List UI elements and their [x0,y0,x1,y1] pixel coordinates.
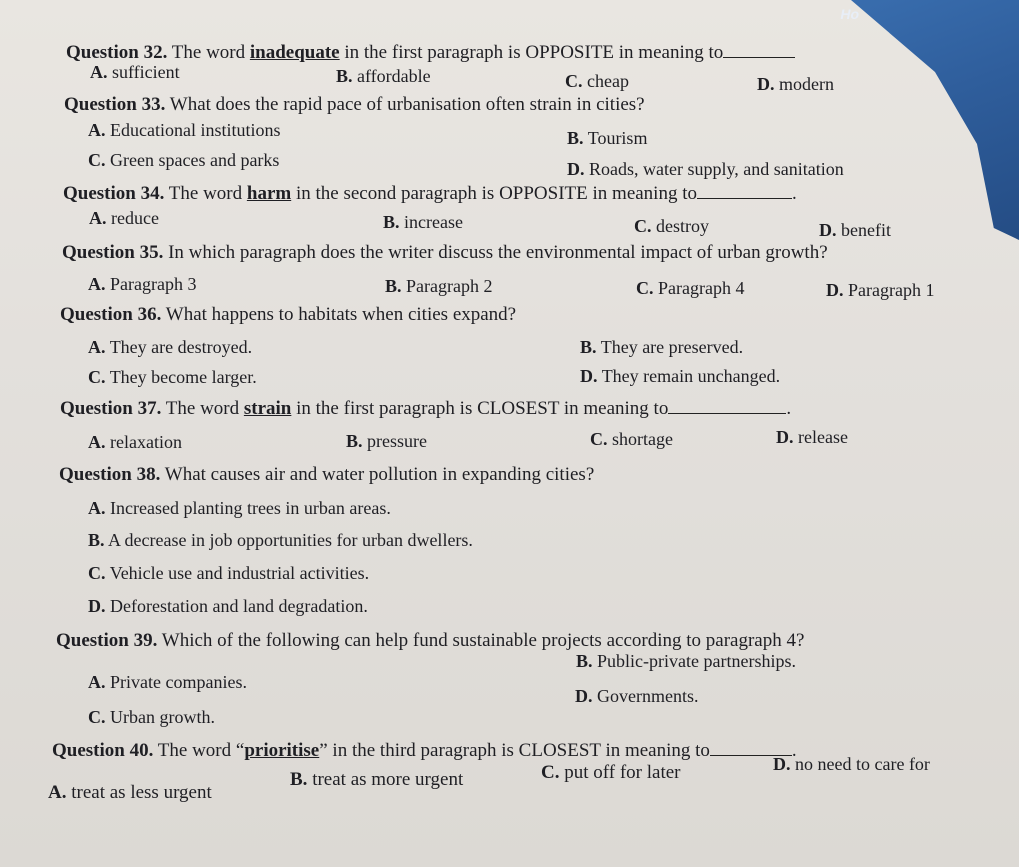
option-37-c[interactable]: C. shortage [590,429,673,449]
option-33-d[interactable]: D. Roads, water supply, and sanitation [567,159,844,179]
option-38-a[interactable]: A. Increased planting trees in urban areas. [88,498,391,518]
option-34-c[interactable]: C. destroy [634,216,709,236]
question-35: Question 35. In which paragraph does the writer discuss the environmental impact of urban growth? [62,242,828,263]
option-33-c[interactable]: C. Green spaces and parks [88,150,280,170]
question-39: Question 39. Which of the following can help fund sustainable projects according to paragraph 4? [56,630,805,651]
option-33-b[interactable]: B. Tourism [567,128,648,148]
option-32-d[interactable]: D. modern [757,74,834,94]
option-38-b[interactable]: B. A decrease in job opportunities for urban dwellers. [88,530,473,550]
option-35-c[interactable]: C. Paragraph 4 [636,278,745,298]
option-40-a[interactable]: A. treat as less urgent [48,782,212,803]
option-36-c[interactable]: C. They become larger. [88,367,257,387]
option-39-c[interactable]: C. Urban growth. [88,707,215,727]
option-32-a[interactable]: A. sufficient [90,62,180,82]
option-34-a[interactable]: A. reduce [89,208,159,228]
option-35-b[interactable]: B. Paragraph 2 [385,276,493,296]
option-39-b[interactable]: B. Public-private partnerships. [576,651,796,671]
option-40-c[interactable]: C. put off for later [541,762,681,783]
answer-blank[interactable] [668,413,786,414]
option-36-d[interactable]: D. They remain unchanged. [580,366,781,386]
option-35-d[interactable]: D. Paragraph 1 [826,280,935,300]
blue-cloth-corner [809,0,1019,240]
option-40-d[interactable]: D. no need to care for [773,754,930,774]
option-34-d[interactable]: D. benefit [819,220,891,240]
question-37: Question 37. The word strain in the first paragraph is CLOSEST in meaning to . [60,398,792,419]
option-37-a[interactable]: A. relaxation [88,432,182,452]
answer-blank[interactable] [723,57,795,58]
option-32-b[interactable]: B. affordable [336,66,431,86]
option-38-d[interactable]: D. Deforestation and land degradation. [88,596,368,616]
option-34-b[interactable]: B. increase [383,212,463,232]
question-40: Question 40. The word “prioritise” in the third paragraph is CLOSEST in meaning to . [52,740,797,761]
option-32-c[interactable]: C. cheap [565,71,629,91]
option-39-a[interactable]: A. Private companies. [88,672,247,692]
option-39-d[interactable]: D. Governments. [575,686,699,706]
option-37-b[interactable]: B. pressure [346,431,427,451]
option-37-d[interactable]: D. release [776,427,848,447]
option-33-a[interactable]: A. Educational institutions [88,120,281,140]
corner-label: Ho [840,6,859,22]
option-38-c[interactable]: C. Vehicle use and industrial activities. [88,563,370,583]
question-34: Question 34. The word harm in the second paragraph is OPPOSITE in meaning to . [63,183,797,204]
question-36: Question 36. What happens to habitats when cities expand? [60,304,517,325]
option-36-b[interactable]: B. They are preserved. [580,337,744,357]
option-40-b[interactable]: B. treat as more urgent [290,769,464,790]
question-33: Question 33. What does the rapid pace of urbanisation often strain in cities? [64,94,645,115]
question-32: Question 32. The word inadequate in the first paragraph is OPPOSITE in meaning to [66,42,795,64]
question-38: Question 38. What causes air and water pollution in expanding cities? [59,464,595,485]
option-35-a[interactable]: A. Paragraph 3 [88,274,197,294]
option-36-a[interactable]: A. They are destroyed. [88,337,253,357]
answer-blank[interactable] [697,198,792,199]
